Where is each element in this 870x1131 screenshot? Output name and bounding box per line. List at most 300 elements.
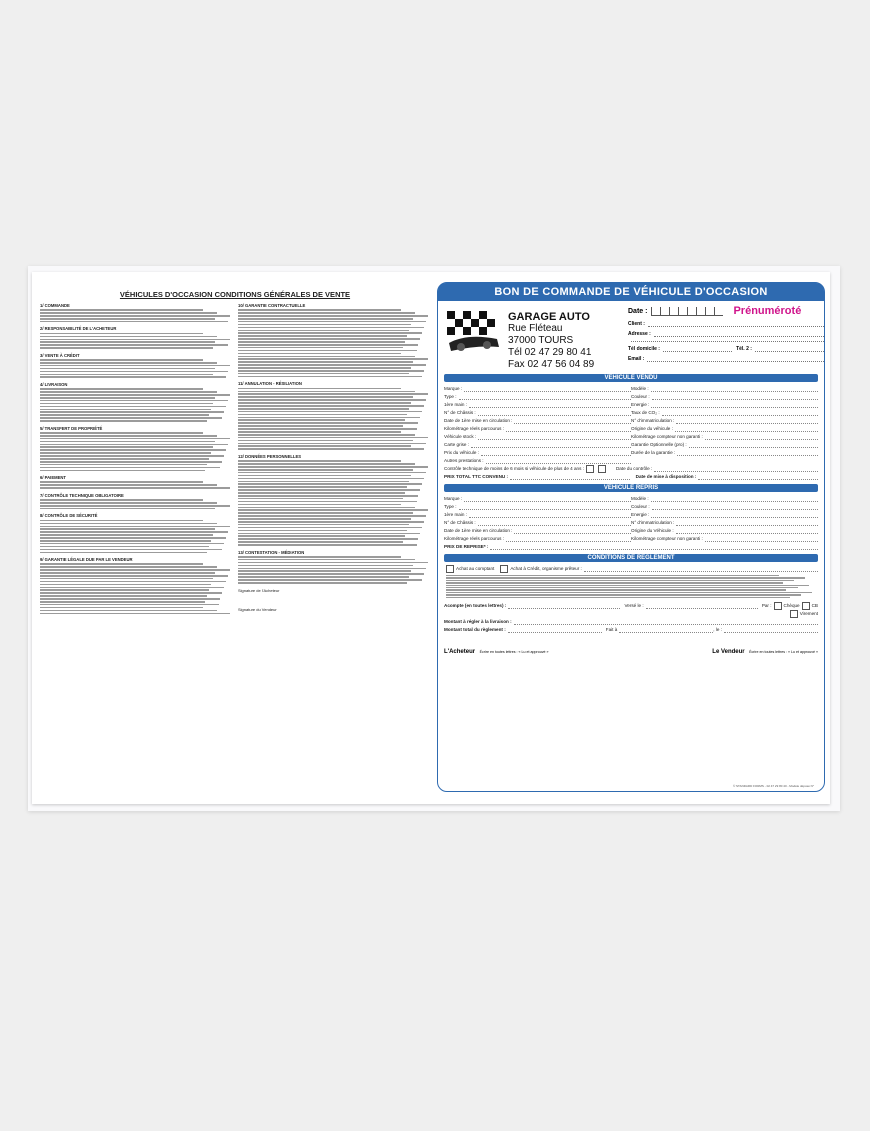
field-label: 1ère main : (444, 402, 467, 407)
achat-credit-checkbox[interactable] (500, 565, 508, 573)
cb-label: CB (811, 603, 818, 608)
field-input[interactable] (652, 393, 818, 400)
text-line (238, 391, 415, 393)
conditions-panel (40, 290, 430, 800)
checkered-flag-logo (438, 301, 508, 361)
text-line (40, 575, 228, 577)
text-line (238, 411, 422, 413)
text-line (238, 495, 418, 497)
text-line (40, 441, 215, 443)
text-line (40, 365, 230, 367)
field-label: Energie : (631, 402, 650, 407)
section-heading: 9/ GARANTIE LÉGALE DUE PAR LE VENDEUR (40, 557, 133, 563)
text-line (40, 391, 217, 393)
text-line (238, 367, 411, 369)
text-line (238, 568, 426, 570)
field-row (631, 433, 818, 441)
field-row (631, 401, 818, 409)
field-input[interactable] (676, 527, 818, 534)
field-label: Kilométrage compteur non garanti : (631, 434, 703, 439)
text-line (238, 475, 411, 477)
controle-label: Contrôle technique de moins de 6 mois si véhicule de plus de 4 ans : (444, 466, 584, 471)
text-line (40, 309, 203, 311)
acheteur-label: L'Acheteur (444, 649, 476, 655)
text-line (238, 448, 424, 450)
field-input[interactable] (506, 425, 631, 432)
vendu-section-title: VEHICULE VENDU (444, 374, 818, 382)
field-label: Kilométrage compteur non garanti : (631, 536, 703, 541)
text-line (40, 543, 224, 545)
field-input[interactable] (675, 425, 818, 432)
text-line (446, 585, 809, 586)
field-input[interactable] (478, 409, 631, 416)
text-line (40, 552, 207, 554)
field-input[interactable] (464, 385, 631, 392)
total-label: Montant total du règlement : (444, 627, 506, 632)
text-line (446, 580, 794, 581)
text-line (238, 466, 428, 468)
field-row (631, 449, 818, 457)
text-line (238, 565, 413, 567)
text-line (238, 501, 417, 503)
le-field[interactable] (724, 626, 818, 633)
field-input[interactable] (677, 449, 818, 456)
condition-section (238, 550, 430, 584)
field-row (444, 457, 631, 465)
text-line (238, 443, 426, 445)
text-line (40, 321, 228, 323)
verse-le-field[interactable] (646, 602, 758, 609)
livraison-field[interactable] (514, 618, 818, 625)
text-line (40, 467, 220, 469)
field-row (631, 503, 818, 511)
fait-a-label: Fait à (605, 627, 618, 632)
text-line (238, 344, 418, 346)
conditions-column-1 (40, 303, 232, 798)
field-row (444, 385, 631, 393)
garage-name: GARAGE AUTO (508, 311, 590, 323)
text-line (238, 512, 413, 514)
text-line (40, 601, 205, 603)
condition-section (40, 513, 232, 553)
field-row (631, 535, 818, 543)
text-line (238, 521, 424, 523)
text-line (238, 364, 426, 366)
field-row (444, 495, 631, 503)
date-label: Date : (628, 307, 648, 315)
condition-section (40, 475, 232, 489)
controle-non-checkbox[interactable] (598, 465, 606, 473)
text-line (40, 526, 230, 528)
field-row (444, 527, 631, 535)
text-line (40, 374, 213, 376)
adresse-field-2[interactable] (631, 341, 824, 342)
text-line (238, 478, 424, 480)
text-line (40, 546, 209, 548)
text-line (40, 371, 228, 373)
field-label: Date de 1ère mise en circulation : (444, 528, 513, 533)
text-line (40, 598, 220, 600)
vendeur-label: Le Vendeur (712, 649, 745, 655)
text-line (40, 406, 226, 408)
text-line (238, 535, 405, 537)
field-input[interactable] (514, 417, 631, 424)
text-line (40, 444, 228, 446)
field-label: Modèle : (631, 496, 649, 501)
field-row (631, 519, 818, 527)
field-label: N° d'immatriculation : (631, 418, 675, 423)
text-line (40, 502, 217, 504)
adresse-field[interactable] (654, 331, 824, 337)
achat-comptant-label: Achat au comptant (456, 566, 495, 571)
text-line (40, 508, 215, 510)
field-row (444, 503, 631, 511)
reglement-section-title: CONDITIONS DE REGLEMENT (444, 554, 818, 562)
vendu-right-fields (631, 385, 818, 465)
text-line (40, 499, 203, 501)
sig-acheteur-text: Signature de l'Acheteur (238, 587, 280, 593)
date-dispo-field[interactable] (698, 473, 818, 480)
vendu-left-fields (444, 385, 631, 465)
text-line (446, 575, 779, 576)
client-block (628, 301, 824, 371)
field-label: Kilométrage réels parcourus : (444, 426, 505, 431)
text-line (40, 569, 230, 571)
text-line (40, 540, 211, 542)
condition-section (40, 557, 232, 614)
client-field[interactable] (648, 321, 824, 327)
text-line (238, 425, 403, 427)
vendeur-lu-text: Écrire en toutes lettres : « Lu et approuvé » (749, 650, 818, 654)
total-field[interactable] (508, 626, 602, 633)
text-line (238, 388, 401, 390)
condition-section (238, 381, 430, 450)
field-label: Véhicule stock : (444, 434, 477, 439)
text-line (238, 538, 418, 540)
field-label: Type : (444, 504, 457, 509)
field-row (444, 425, 631, 433)
field-label: N° de Châssis : (444, 520, 476, 525)
text-line (238, 324, 411, 326)
text-line (40, 388, 203, 390)
order-form-sheet (32, 272, 830, 804)
date-dispo-label: Date de mise à disposition : (635, 474, 697, 479)
field-label: Origine du véhicule : (631, 426, 673, 431)
section-heading: 13/ CONTESTATION - MÉDIATION (238, 549, 305, 555)
text-line (40, 595, 207, 597)
achat-comptant-checkbox[interactable] (446, 565, 454, 573)
field-input[interactable] (652, 503, 818, 510)
text-line (238, 469, 413, 471)
field-input[interactable] (705, 535, 818, 542)
section-heading: 2/ RESPONSABILITÉ DE L'ACHETEUR (40, 326, 117, 332)
virement-checkbox[interactable] (790, 610, 798, 618)
text-line (238, 431, 401, 433)
garage-tel: Tél 02 47 29 80 41 (508, 347, 592, 358)
text-line (40, 333, 203, 335)
field-label: Couleur : (631, 504, 650, 509)
field-input[interactable] (651, 495, 818, 502)
text-line (40, 572, 215, 574)
virement-label: Virement (799, 611, 818, 616)
email-field[interactable] (647, 356, 824, 362)
text-line (40, 435, 217, 437)
field-row (444, 535, 631, 543)
text-line (40, 397, 215, 399)
text-line (238, 376, 422, 378)
text-line (238, 472, 426, 474)
field-input[interactable] (705, 433, 818, 440)
text-line (40, 520, 203, 522)
text-line (446, 597, 790, 598)
field-input[interactable] (651, 385, 818, 392)
field-row (444, 511, 631, 519)
text-line (40, 613, 230, 615)
text-line (40, 359, 203, 361)
section-heading: 10/ GARANTIE CONTRACTUELLE (238, 303, 306, 308)
text-line (238, 434, 415, 436)
condition-section (40, 326, 232, 348)
text-line (238, 414, 407, 416)
field-label: Energie : (631, 512, 650, 517)
text-line (238, 524, 409, 526)
text-line (238, 332, 422, 334)
text-line (40, 566, 217, 568)
footer-copyright: © STANDARD FORMS - 02 47 29 80 40 - Modèle déposé N° (732, 784, 814, 788)
field-label: Taux de CO₂ : (631, 410, 660, 415)
text-line (40, 446, 213, 448)
garage-city: 37000 TOURS (508, 335, 574, 346)
field-input[interactable] (464, 495, 631, 502)
text-line (238, 576, 409, 578)
field-row (444, 433, 631, 441)
text-line (40, 400, 228, 402)
text-line (446, 577, 805, 578)
text-line (40, 484, 217, 486)
acompte-label: Acompte (en toutes lettres) : (444, 603, 507, 608)
text-line (40, 607, 203, 609)
text-line (40, 584, 211, 586)
text-line (238, 463, 415, 465)
text-line (40, 531, 228, 533)
field-input[interactable] (651, 401, 818, 408)
field-input[interactable] (514, 527, 631, 534)
text-line (238, 399, 426, 401)
field-input[interactable] (469, 401, 631, 408)
cheque-label: Chèque (783, 603, 800, 608)
text-line (40, 534, 213, 536)
garage-info (508, 301, 628, 371)
text-line (40, 341, 215, 343)
section-heading: 6/ PAIEMENT (40, 475, 66, 481)
controle-oui-checkbox[interactable] (586, 465, 594, 473)
text-line (238, 335, 407, 337)
text-line (40, 487, 230, 489)
form-title: BON DE COMMANDE DE VÉHICULE D'OCCASION (438, 283, 824, 301)
field-row (444, 393, 631, 401)
field-label: Marque : (444, 496, 463, 501)
field-input[interactable] (651, 511, 818, 518)
text-line (40, 563, 203, 565)
text-line (238, 373, 409, 375)
prix-reprise-label: PRIX DE REPRISE* : (444, 544, 489, 549)
condition-section (238, 303, 430, 377)
field-input[interactable] (469, 511, 631, 518)
section-heading: 5/ TRANSFERT DE PROPRIÉTÉ (40, 425, 103, 431)
field-input[interactable] (471, 441, 631, 448)
field-input[interactable] (478, 433, 631, 440)
organisme-field[interactable] (584, 565, 818, 572)
field-row (631, 409, 818, 417)
text-line (238, 541, 403, 543)
text-line (40, 315, 230, 317)
cb-checkbox[interactable] (802, 602, 810, 610)
prix-reprise-field[interactable] (490, 543, 818, 550)
prix-total-field[interactable] (510, 473, 630, 480)
text-line (238, 481, 409, 483)
text-line (40, 458, 209, 460)
text-line (238, 533, 420, 535)
text-line (40, 452, 211, 454)
text-line (40, 549, 222, 551)
par-label: Par : (761, 603, 772, 608)
text-line (40, 449, 226, 451)
condition-section (40, 493, 232, 510)
field-input[interactable] (506, 535, 631, 542)
prenumerote-label: Prénuméroté (733, 305, 802, 317)
text-line (40, 411, 224, 413)
text-line (40, 336, 217, 338)
condition-section (40, 303, 232, 322)
text-line (238, 321, 426, 323)
field-row (631, 511, 818, 519)
text-line (238, 315, 428, 317)
text-line (40, 394, 230, 396)
text-line (238, 559, 415, 561)
text-line (40, 432, 203, 434)
adresse-label: Adresse : (628, 331, 651, 337)
field-label: 1ère main : (444, 512, 467, 517)
text-line (40, 318, 215, 320)
text-line (238, 504, 401, 506)
text-line (238, 347, 403, 349)
tel2-label: Tél. 2 : (736, 346, 752, 352)
field-label: Origine du Véhicule : (631, 528, 674, 533)
text-line (238, 489, 420, 491)
field-input[interactable] (486, 457, 631, 464)
field-input[interactable] (676, 519, 818, 526)
garage-fax: Fax 02 47 56 04 89 (508, 359, 595, 370)
repris-section-title: VEHICULE REPRIS (444, 484, 818, 492)
text-line (40, 420, 207, 422)
text-line (238, 570, 411, 572)
email-label: Email : (628, 356, 645, 362)
text-line (238, 460, 401, 462)
field-label: Durée de la garantie : (631, 450, 676, 455)
tel-label: Tél domicile : (628, 346, 660, 352)
field-row (631, 495, 818, 503)
text-line (238, 582, 407, 584)
field-input[interactable] (662, 409, 818, 416)
achat-credit-label: Achat à Crédit, organisme prêteur : (510, 566, 582, 571)
text-line (40, 347, 213, 349)
tel-field[interactable] (663, 346, 732, 352)
reglement-legal-text (438, 573, 824, 600)
controle-date-field[interactable] (654, 465, 818, 472)
text-line (238, 486, 407, 488)
field-input[interactable] (689, 441, 818, 448)
repris-right-fields (631, 495, 818, 543)
text-line (238, 370, 424, 372)
text-line (238, 483, 422, 485)
field-input[interactable] (676, 417, 818, 424)
field-row (444, 417, 631, 425)
field-label: N° d'immatriculation : (631, 520, 675, 525)
text-line (238, 527, 422, 529)
text-line (40, 312, 217, 314)
text-line (238, 393, 428, 395)
text-line (238, 579, 422, 581)
text-line (238, 405, 424, 407)
text-line (238, 312, 415, 314)
text-line (238, 440, 413, 442)
section-heading: 7/ CONTRÔLE TECHNIQUE OBLIGATOIRE (40, 492, 124, 498)
field-label: Autres prestations : (444, 458, 484, 463)
field-label: N° de Châssis : (444, 410, 476, 415)
text-line (40, 368, 215, 370)
text-line (40, 505, 230, 507)
field-label: Carte grise : (444, 442, 470, 447)
sig-vendeur-text: Signature du Vendeur (238, 606, 277, 612)
prix-total-label: PRIX TOTAL TTC CONVENU : (444, 474, 509, 479)
conditions-title: VÉHICULES D'OCCASION CONDITIONS GÉNÉRALES DE VENTE (119, 290, 351, 299)
field-row (444, 409, 631, 417)
cheque-checkbox[interactable] (774, 602, 782, 610)
text-line (40, 587, 224, 589)
field-input[interactable] (459, 393, 631, 400)
text-line (238, 518, 411, 520)
text-line (40, 481, 203, 483)
acompte-field[interactable] (508, 602, 620, 609)
text-line (40, 414, 209, 416)
tel2-field[interactable] (755, 346, 824, 352)
condition-section (40, 382, 232, 422)
field-row (631, 527, 818, 535)
field-input[interactable] (481, 449, 631, 456)
repris-left-fields (444, 495, 631, 543)
text-line (238, 573, 424, 575)
field-input[interactable] (478, 519, 631, 526)
field-input[interactable] (459, 503, 631, 510)
text-line (238, 309, 401, 311)
bon-de-commande (437, 282, 825, 802)
text-line (238, 498, 403, 500)
text-line (238, 341, 405, 343)
client-label: Client : (628, 321, 645, 327)
text-line (40, 578, 213, 580)
section-heading: 4/ LIVRAISON (40, 382, 68, 388)
acheteur-lu-text: Écrire en toutes lettres : « Lu et approuvé » (479, 650, 549, 654)
fait-a-field[interactable] (619, 626, 713, 633)
condition-section (40, 353, 232, 378)
text-line (40, 589, 209, 591)
date-field[interactable] (651, 307, 723, 316)
text-line (238, 361, 413, 363)
text-line (40, 344, 228, 346)
text-line (40, 528, 215, 530)
field-row (444, 401, 631, 409)
livraison-label: Montant à régler à la livraison : (444, 619, 512, 624)
